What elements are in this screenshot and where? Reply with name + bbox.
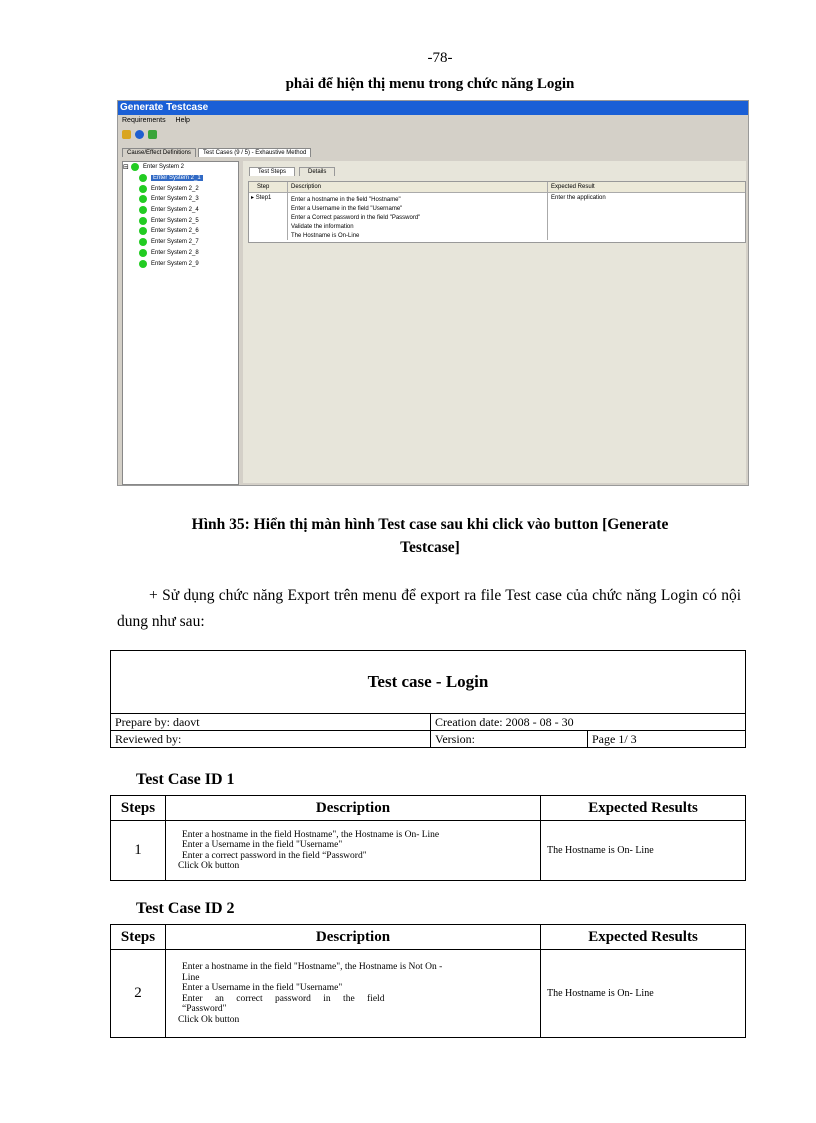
tree-item[interactable]: Enter System 2_3	[123, 194, 238, 205]
open-icon[interactable]	[122, 130, 131, 139]
tree-item[interactable]: Enter System 2_1	[123, 173, 238, 184]
tab-details[interactable]: Details	[299, 167, 335, 176]
export-icon[interactable]	[148, 130, 157, 139]
body-paragraph: + Sử dụng chức năng Export trên menu để export ra file Test case của chức năng Login có nội dung như sau:	[117, 587, 741, 630]
expected-result: The Hostname is On- Line	[541, 950, 746, 1038]
grid-description-line: The Hostname is On-Line	[291, 233, 360, 239]
node-icon	[139, 227, 147, 235]
grid-description	[287, 193, 547, 240]
node-icon	[139, 195, 147, 203]
node-icon	[139, 238, 147, 246]
tree-panel	[122, 161, 239, 485]
grid-step: Step1	[255, 195, 272, 201]
col-description: Description	[166, 925, 541, 950]
grid-description-line: Validate the information	[291, 224, 354, 230]
tree-item[interactable]: Enter System 2_6	[123, 226, 238, 237]
node-icon	[139, 217, 147, 225]
test-case-table-1	[110, 795, 746, 881]
tab-test-steps[interactable]: Test Steps	[249, 167, 295, 176]
grid-header-step: Step	[257, 184, 270, 190]
collapse-icon[interactable]: ⊟	[123, 164, 129, 172]
creation-date: Creation date: 2008 - 08 - 30	[431, 714, 746, 731]
prepare-by: Prepare by: daovt	[111, 714, 431, 731]
grid-header-expected: Expected Result	[547, 182, 745, 192]
table-row	[111, 950, 746, 1038]
description-cell: Enter a hostname in the field "Hostname", the Hostname is Not On - Line Enter a Username in the field "Username" Enter an correct password in the field “Password" Click Ok button	[166, 950, 541, 1038]
table-row	[111, 821, 746, 881]
col-description: Description	[166, 796, 541, 821]
node-icon	[139, 206, 147, 214]
document-title: Test case - Login	[111, 651, 746, 714]
test-case-id-2: Test Case ID 2	[136, 900, 235, 917]
test-case-table-2	[110, 924, 746, 1038]
version: Version:	[431, 731, 588, 748]
tree-item[interactable]: Enter System 2_9	[123, 258, 238, 269]
page-number: -78-	[427, 50, 453, 66]
tab-test-cases[interactable]: Test Cases (9 / 5) - Exhaustive Method	[198, 148, 311, 157]
tree-item[interactable]: Enter System 2_4	[123, 205, 238, 216]
description-cell: Enter a hostname in the field Hostname", the Hostname is On- Line Enter a Username in the field "Username" Enter a correct password in the field “Password" Click Ok button	[166, 821, 541, 881]
step-number: 2	[111, 950, 166, 1038]
col-steps: Steps	[111, 796, 166, 821]
col-expected: Expected Results	[541, 796, 746, 821]
window-title: Generate Testcase	[118, 101, 748, 115]
col-steps: Steps	[111, 925, 166, 950]
grid-row[interactable]	[249, 193, 745, 240]
node-icon	[139, 185, 147, 193]
tab-cause-effect[interactable]: Cause/Effect Definitions	[122, 148, 196, 157]
tree-item[interactable]: Enter System 2_5	[123, 215, 238, 226]
tree-items	[123, 173, 238, 269]
grid-description-line: Enter a Username in the field "Username"	[291, 206, 403, 212]
tree-root[interactable]: ⊟ Enter System 2	[123, 164, 185, 172]
grid-description-line: Enter a Correct password in the field "Password"	[291, 215, 421, 221]
test-case-id-1: Test Case ID 1	[136, 771, 235, 788]
menu-bar	[118, 115, 748, 127]
grid-header-description: Description	[287, 182, 547, 192]
header-table	[110, 650, 746, 748]
page-indicator: Page 1/ 3	[588, 731, 746, 748]
col-expected: Expected Results	[541, 925, 746, 950]
tree-item[interactable]: Enter System 2_8	[123, 248, 238, 259]
expected-result: The Hostname is On- Line	[541, 821, 746, 881]
grid-expected: Enter the application	[547, 193, 745, 240]
run-icon[interactable]	[135, 130, 144, 139]
top-caption: phải để hiện thị menu trong chức năng Login	[285, 76, 575, 92]
steps-grid	[248, 181, 746, 243]
step-number: 1	[111, 821, 166, 881]
node-icon	[139, 249, 147, 257]
menu-help[interactable]: Help	[175, 117, 190, 124]
menu-requirements[interactable]: Requirements	[122, 117, 166, 124]
toolbar	[118, 127, 748, 141]
tree-item[interactable]: Enter System 2_2	[123, 183, 238, 194]
inner-tabs	[249, 167, 339, 176]
tree-item[interactable]: Enter System 2_7	[123, 237, 238, 248]
figure-caption: Hình 35: Hiển thị màn hình Test case sau khi click vào button [Generate Testcase]	[191, 516, 669, 556]
reviewed-by: Reviewed by:	[111, 731, 431, 748]
embedded-screenshot	[117, 100, 749, 486]
node-icon	[139, 260, 147, 268]
node-icon	[139, 174, 147, 182]
row-pointer-icon: ▸	[251, 195, 255, 201]
grid-description-line: Enter a hostname in the field "Hostname"	[291, 197, 401, 203]
main-tabs	[122, 148, 313, 157]
node-icon	[131, 163, 139, 171]
right-panel	[243, 161, 746, 483]
